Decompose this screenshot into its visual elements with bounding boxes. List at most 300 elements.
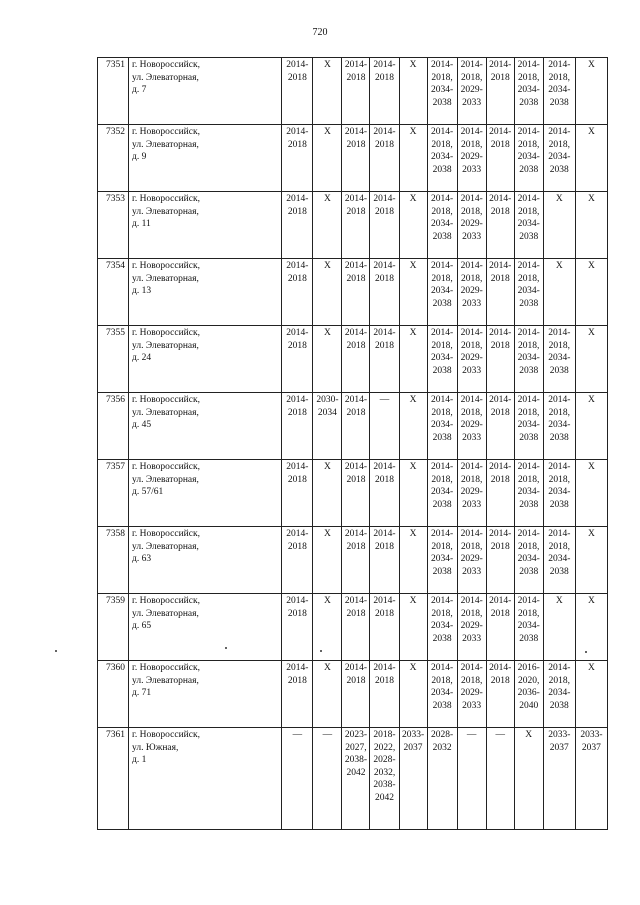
work-period-line: 2018 — [490, 206, 510, 217]
work-period-cell — [575, 125, 607, 192]
work-period-line: 2018, — [460, 72, 483, 83]
work-period-line: 2034- — [517, 554, 540, 564]
row-number: 7351 — [106, 60, 126, 70]
work-period-line: 2014- — [373, 596, 396, 606]
work-period-cell — [514, 460, 543, 527]
work-period-line: 2042 — [346, 767, 366, 778]
work-period-line: 2018, — [431, 407, 453, 418]
work-period-line: 2014- — [431, 529, 454, 539]
work-period-line: 2014- — [460, 261, 483, 271]
row-number-cell — [98, 125, 129, 192]
work-period-line: 2018 — [346, 273, 366, 284]
work-period-line: 2014- — [344, 395, 368, 405]
work-period-line: 2018 — [287, 608, 307, 619]
table-row — [98, 527, 608, 594]
address-line: д. 71 — [132, 688, 152, 698]
work-period-line: 2014- — [548, 60, 571, 70]
work-period-line: 2018 — [375, 340, 394, 351]
work-period-line: 2033- — [548, 730, 571, 740]
address-line: ул. Элеваторная, — [132, 139, 199, 150]
work-period-line: 2014- — [548, 395, 571, 405]
work-period-line: 2014- — [548, 328, 571, 338]
address-cell — [129, 460, 282, 527]
work-period-line: 2014- — [489, 261, 512, 271]
table-row — [98, 192, 608, 259]
work-period-line: 2018 — [287, 407, 307, 418]
work-period-line: 2029- — [460, 688, 483, 698]
work-period-cell — [543, 594, 575, 661]
work-period-line: X — [323, 529, 331, 539]
work-period-cell — [457, 393, 486, 460]
work-period-cell — [457, 58, 486, 125]
work-period-cell — [543, 125, 575, 192]
work-period-cell — [427, 594, 457, 661]
work-period-cell — [486, 125, 514, 192]
work-period-line: 2018, — [518, 407, 540, 418]
work-period-line: 2014- — [460, 60, 483, 70]
work-period-line: 2018 — [375, 273, 394, 284]
work-period-cell — [486, 594, 514, 661]
work-period-line: X — [409, 261, 417, 271]
work-period-cell — [486, 259, 514, 326]
row-number-cell — [98, 460, 129, 527]
work-period-line: 2023- — [344, 730, 368, 740]
work-period-line: 2034- — [548, 487, 571, 497]
row-number: 7353 — [106, 194, 126, 204]
address-line: ул. Элеваторная, — [132, 541, 199, 552]
work-period-line: 2018 — [490, 273, 510, 284]
work-period-line: 2018 — [375, 72, 394, 83]
table-row — [98, 125, 608, 192]
work-period-line: 2018, — [460, 139, 483, 150]
work-period-line: 2014- — [431, 462, 454, 472]
scan-speck — [320, 650, 322, 652]
work-period-line: 2018 — [346, 474, 366, 485]
work-period-line: 2018, — [431, 675, 453, 686]
work-period-line: 2038 — [432, 365, 452, 376]
work-period-line: 2018 — [375, 139, 394, 150]
work-period-cell — [575, 58, 607, 125]
work-period-line: — — [495, 730, 505, 740]
address-line: д. 13 — [132, 286, 152, 296]
work-period-cell — [399, 594, 427, 661]
work-period-line: X — [555, 194, 563, 204]
work-period-cell — [575, 326, 607, 393]
work-period-cell — [486, 58, 514, 125]
work-period-cell — [399, 192, 427, 259]
work-period-line: 2018 — [490, 675, 510, 686]
work-period-line: X — [409, 328, 417, 338]
row-number-cell — [98, 192, 129, 259]
work-period-line: X — [409, 529, 417, 539]
work-period-line: 2014- — [431, 328, 454, 338]
scan-speck — [55, 650, 57, 652]
work-period-cell — [427, 728, 457, 830]
work-period-line: 2018, — [431, 72, 453, 83]
work-period-cell — [514, 192, 543, 259]
work-period-line: 2038- — [373, 780, 396, 790]
address-line: г. Новороссийск, — [132, 261, 200, 271]
work-period-cell — [543, 259, 575, 326]
work-period-cell — [313, 58, 342, 125]
work-period-line: 2018, — [548, 139, 570, 150]
address-cell — [129, 661, 282, 728]
work-period-cell — [427, 259, 457, 326]
work-period-line: 2018 — [287, 72, 307, 83]
work-period-cell — [313, 259, 342, 326]
work-period-line: 2033 — [462, 633, 482, 644]
work-period-line: X — [525, 730, 533, 740]
work-period-line: X — [409, 462, 417, 472]
work-period-cell — [342, 393, 370, 460]
work-period-line: 2018 — [287, 474, 307, 485]
work-period-line: 2014- — [344, 261, 368, 271]
work-period-line: 2038 — [549, 164, 569, 175]
work-period-line: 2029- — [460, 554, 483, 564]
work-period-cell — [427, 393, 457, 460]
work-period-cell — [399, 661, 427, 728]
work-period-line: X — [555, 596, 563, 606]
work-period-line: 2038 — [432, 700, 452, 711]
page-number: 720 — [312, 27, 328, 38]
work-period-line: 2033 — [462, 231, 482, 242]
work-period-cell — [427, 460, 457, 527]
work-period-line: 2014- — [373, 663, 396, 673]
work-period-cell — [514, 125, 543, 192]
work-period-line: X — [323, 194, 331, 204]
work-period-line: 2034- — [431, 219, 454, 229]
work-period-line: 2014- — [286, 194, 309, 204]
work-period-line: 2014- — [344, 529, 368, 539]
work-period-cell — [313, 460, 342, 527]
work-period-cell — [486, 192, 514, 259]
table-row — [98, 594, 608, 661]
work-period-line: 2034- — [431, 688, 454, 698]
address-line: г. Новороссийск, — [132, 395, 200, 405]
work-period-line: 2018- — [373, 730, 396, 740]
work-period-cell — [457, 192, 486, 259]
work-period-line: 2034- — [431, 85, 454, 95]
work-period-line: 2038 — [519, 231, 539, 242]
work-period-cell — [399, 259, 427, 326]
work-period-line: 2038 — [519, 365, 539, 376]
work-period-line: 2027, — [345, 742, 367, 753]
work-period-line: 2018 — [490, 72, 510, 83]
address-line: ул. Элеваторная, — [132, 675, 199, 686]
work-period-line: 2029- — [460, 353, 483, 363]
work-period-line: 2034- — [548, 152, 571, 162]
work-period-line: 2029- — [460, 487, 483, 497]
work-period-line: X — [555, 261, 563, 271]
work-period-cell — [543, 393, 575, 460]
work-period-cell — [543, 728, 575, 830]
work-period-cell — [370, 594, 399, 661]
work-period-line: 2014- — [548, 529, 571, 539]
work-period-line: 2038 — [549, 97, 569, 108]
work-period-line: 2018, — [460, 541, 483, 552]
address-line: д. 57/61 — [132, 487, 164, 497]
work-period-line: 2034- — [431, 621, 454, 631]
work-period-line: 2014- — [517, 194, 540, 204]
address-line: д. 63 — [132, 554, 152, 564]
work-period-line: 2014- — [460, 663, 483, 673]
table-row — [98, 728, 608, 830]
work-period-line: 2034- — [431, 487, 454, 497]
work-period-line: 2014- — [431, 127, 454, 137]
work-period-line: 2014- — [517, 596, 540, 606]
work-period-line: X — [409, 194, 417, 204]
work-period-line: X — [323, 127, 331, 137]
work-period-line: 2033 — [462, 97, 482, 108]
work-period-line: 2038 — [432, 97, 452, 108]
work-period-line: 2034- — [517, 353, 540, 363]
row-number: 7357 — [106, 462, 126, 472]
address-line: г. Новороссийск, — [132, 462, 200, 472]
row-number-cell — [98, 527, 129, 594]
work-period-line: 2034- — [431, 152, 454, 162]
work-period-line: 2034- — [517, 286, 540, 296]
work-period-line: 2014- — [344, 596, 368, 606]
work-period-line: 2033 — [462, 164, 482, 175]
work-period-line: 2018, — [460, 407, 483, 418]
work-period-cell — [342, 527, 370, 594]
work-period-cell — [457, 728, 486, 830]
work-period-line: 2014- — [286, 328, 309, 338]
work-period-line: 2014- — [517, 462, 540, 472]
address-line: ул. Южная, — [132, 742, 179, 753]
work-period-line: 2032 — [432, 742, 452, 753]
address-cell — [129, 326, 282, 393]
work-period-line: 2037 — [581, 742, 601, 753]
work-period-cell — [313, 393, 342, 460]
work-period-line: 2038 — [549, 499, 569, 510]
table-row — [98, 58, 608, 125]
work-period-cell — [486, 661, 514, 728]
work-period-cell — [282, 259, 313, 326]
work-period-line: 2014- — [489, 194, 512, 204]
work-period-cell — [342, 125, 370, 192]
work-period-line: 2018, — [431, 608, 453, 619]
work-period-cell — [399, 393, 427, 460]
row-number-cell — [98, 661, 129, 728]
work-period-line: 2038 — [432, 566, 452, 577]
work-period-line: 2018 — [287, 675, 307, 686]
work-period-cell — [486, 527, 514, 594]
work-period-line: 2018 — [346, 675, 366, 686]
row-number: 7358 — [106, 529, 126, 539]
work-period-line: 2018, — [548, 340, 570, 351]
address-line: г. Новороссийск, — [132, 194, 200, 204]
repair-schedule-table — [97, 57, 608, 830]
work-period-line: X — [409, 60, 417, 70]
work-period-line: X — [587, 596, 595, 606]
work-period-cell — [282, 728, 313, 830]
work-period-line: 2018, — [431, 206, 453, 217]
work-period-line: 2018, — [518, 206, 540, 217]
work-period-line: 2033 — [462, 499, 482, 510]
work-period-line: 2018 — [375, 675, 394, 686]
work-period-cell — [370, 326, 399, 393]
work-period-cell — [370, 58, 399, 125]
work-period-cell — [370, 259, 399, 326]
work-period-line: 2018 — [346, 340, 366, 351]
work-period-cell — [399, 326, 427, 393]
work-period-line: 2033 — [462, 432, 482, 443]
work-period-cell — [282, 661, 313, 728]
work-period-line: 2038 — [519, 432, 539, 443]
work-period-line: X — [323, 663, 331, 673]
work-period-cell — [514, 326, 543, 393]
work-period-line: 2018, — [518, 474, 540, 485]
work-period-line: 2034- — [517, 152, 540, 162]
work-period-cell — [543, 527, 575, 594]
work-period-line: 2029- — [460, 219, 483, 229]
work-period-cell — [282, 58, 313, 125]
address-line: ул. Элеваторная, — [132, 273, 199, 284]
work-period-line: 2018, — [518, 541, 540, 552]
row-number-cell — [98, 259, 129, 326]
work-period-line: 2033- — [401, 730, 425, 740]
work-period-cell — [282, 460, 313, 527]
work-period-line: — — [466, 730, 477, 740]
work-period-line: 2018, — [460, 340, 483, 351]
work-period-cell — [514, 527, 543, 594]
work-period-cell — [457, 125, 486, 192]
work-period-line: 2038 — [519, 499, 539, 510]
work-period-cell — [342, 326, 370, 393]
work-period-line: 2018 — [346, 72, 366, 83]
work-period-cell — [282, 527, 313, 594]
work-period-line: 2038 — [432, 499, 452, 510]
work-period-line: 2014- — [286, 529, 309, 539]
table-row — [98, 259, 608, 326]
address-line: д. 11 — [132, 219, 151, 229]
work-period-cell — [342, 728, 370, 830]
work-period-line: 2014- — [548, 462, 571, 472]
work-period-line: 2034- — [431, 353, 454, 363]
work-period-line: 2033 — [462, 566, 482, 577]
work-period-line: 2014- — [517, 328, 540, 338]
work-period-line: 2014- — [489, 462, 512, 472]
work-period-line: 2014- — [373, 328, 396, 338]
work-period-line: 2018, — [431, 273, 453, 284]
work-period-line: 2018 — [346, 541, 366, 552]
work-period-cell — [514, 58, 543, 125]
work-period-cell — [486, 326, 514, 393]
work-period-line: 2018 — [490, 407, 510, 418]
work-period-line: 2018, — [548, 541, 570, 552]
work-period-line: X — [587, 529, 595, 539]
work-period-line: 2034- — [517, 420, 540, 430]
work-period-line: 2018, — [431, 139, 453, 150]
work-period-line: 2018 — [490, 474, 510, 485]
work-period-line: 2038 — [519, 566, 539, 577]
row-number-cell — [98, 326, 129, 393]
work-period-cell — [514, 393, 543, 460]
work-period-line: X — [323, 328, 331, 338]
address-line: д. 1 — [132, 755, 147, 765]
work-period-cell — [514, 661, 543, 728]
work-period-line: 2033 — [462, 298, 482, 309]
work-period-line: 2038 — [432, 164, 452, 175]
work-period-cell — [370, 527, 399, 594]
address-line: г. Новороссийск, — [132, 60, 200, 70]
work-period-line: 2018, — [548, 407, 570, 418]
work-period-cell — [370, 661, 399, 728]
work-period-line: 2018, — [460, 608, 483, 619]
work-period-line: 2034- — [548, 688, 571, 698]
work-period-line: 2033- — [580, 730, 603, 740]
work-period-line: X — [587, 194, 595, 204]
work-period-line: 2029- — [460, 152, 483, 162]
work-period-line: 2038 — [432, 432, 452, 443]
work-period-cell — [282, 192, 313, 259]
work-period-line: 2014- — [489, 60, 512, 70]
work-period-line: 2014- — [431, 596, 454, 606]
work-period-line: 2018 — [287, 139, 307, 150]
work-period-line: 2018, — [518, 340, 540, 351]
work-period-cell — [370, 393, 399, 460]
address-line: г. Новороссийск, — [132, 730, 200, 740]
work-period-line: 2014- — [344, 663, 368, 673]
work-period-line: 2014- — [431, 194, 454, 204]
row-number: 7360 — [106, 663, 126, 673]
work-period-cell — [457, 594, 486, 661]
work-period-line: 2038 — [519, 97, 539, 108]
work-period-line: 2014- — [286, 596, 309, 606]
work-period-cell — [342, 661, 370, 728]
work-period-line: 2018, — [548, 72, 570, 83]
work-period-line: 2037 — [549, 742, 569, 753]
work-period-line: 2018 — [287, 206, 307, 217]
work-period-cell — [427, 661, 457, 728]
work-period-line: 2038- — [344, 755, 368, 765]
work-period-cell — [342, 58, 370, 125]
work-period-line: 2014- — [431, 261, 454, 271]
work-period-line: 2034- — [431, 554, 454, 564]
work-period-line: 2034- — [548, 85, 571, 95]
work-period-cell — [575, 192, 607, 259]
work-period-line: 2018 — [375, 608, 394, 619]
work-period-line: 2034- — [517, 219, 540, 229]
work-period-line: 2014- — [344, 328, 368, 338]
work-period-line: 2014- — [373, 462, 396, 472]
work-period-line: 2029- — [460, 85, 483, 95]
address-line: ул. Элеваторная, — [132, 407, 199, 418]
work-period-line: 2040 — [519, 700, 539, 711]
address-line: г. Новороссийск, — [132, 529, 200, 539]
work-period-cell — [514, 728, 543, 830]
address-cell — [129, 527, 282, 594]
work-period-line: 2032, — [373, 767, 396, 778]
address-cell — [129, 594, 282, 661]
work-period-cell — [282, 326, 313, 393]
work-period-cell — [282, 125, 313, 192]
address-line: ул. Элеваторная, — [132, 340, 199, 351]
work-period-line: 2034- — [517, 487, 540, 497]
work-period-cell — [514, 594, 543, 661]
work-period-line: 2038 — [432, 298, 452, 309]
work-period-cell — [575, 661, 607, 728]
table-row — [98, 326, 608, 393]
work-period-cell — [399, 125, 427, 192]
work-period-line: 2020, — [518, 675, 540, 686]
work-period-line: 2034- — [548, 353, 571, 363]
address-cell — [129, 259, 282, 326]
address-line: д. 24 — [132, 353, 152, 363]
work-period-line: 2018, — [460, 273, 483, 284]
work-period-line: 2033 — [462, 365, 482, 376]
